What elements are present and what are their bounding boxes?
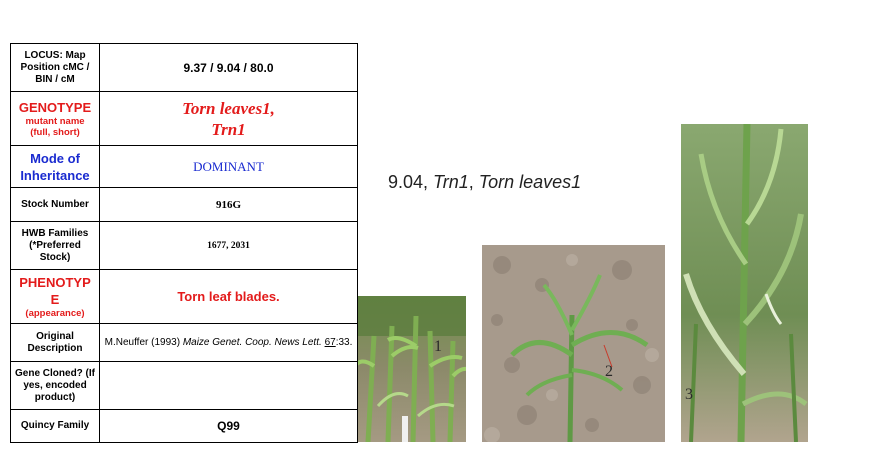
stock-number-row	[11, 188, 358, 222]
genotype-label-cell	[11, 92, 100, 146]
caption-bin: 9.04,	[388, 172, 434, 192]
hwb-families-label: HWB Families (*Preferred Stock)	[11, 222, 100, 270]
plant-photo-1	[358, 296, 466, 442]
plant-photo-3	[681, 124, 808, 442]
locus-label: LOCUS: Map Position cMC / BIN / cM	[11, 44, 100, 92]
quincy-family-value: Q99	[100, 410, 358, 443]
photo-number-3: 3	[685, 386, 693, 403]
phenotype-row	[11, 270, 358, 324]
description-author: M.Neuffer (1993)	[104, 337, 183, 348]
plant-photo-2-image	[482, 245, 665, 442]
locus-row	[11, 44, 358, 92]
description-value	[100, 324, 358, 362]
description-journal: Maize Genet. Coop. News Lett.	[182, 337, 322, 348]
description-label: Original Description	[11, 324, 100, 362]
phenotype-value: Torn leaf blades.	[100, 270, 358, 324]
stock-number-value: 916G	[100, 188, 358, 222]
genotype-label: GENOTYPE	[18, 100, 92, 115]
gene-cloned-row	[11, 362, 358, 410]
mutant-short-name: Trn1	[211, 119, 246, 139]
phenotype-label-cell	[11, 270, 100, 324]
locus-info-table	[10, 43, 358, 443]
plant-photo-3-image	[681, 124, 808, 442]
hwb-families-row	[11, 222, 358, 270]
genotype-row	[11, 92, 358, 146]
photo-number-2: 2	[605, 363, 613, 380]
inheritance-label: Mode of Inheritance	[20, 150, 90, 183]
gene-cloned-label: Gene Cloned? (If yes, encoded product)	[11, 362, 100, 410]
locus-value: 9.37 / 9.04 / 80.0	[100, 44, 358, 92]
plant-photo-2	[482, 245, 665, 442]
inheritance-row	[11, 146, 358, 188]
figure-caption	[388, 172, 581, 193]
description-page: :33.	[335, 337, 353, 348]
hwb-families-value: 1677, 2031	[100, 222, 358, 270]
quincy-family-label: Quincy Family	[11, 410, 100, 443]
inheritance-value: DOMINANT	[100, 146, 358, 188]
caption-name: Torn leaves1	[478, 172, 582, 192]
photo-number-1: 1	[434, 338, 442, 355]
caption-sep: ,	[468, 172, 479, 192]
phenotype-sublabel: (appearance)	[25, 308, 85, 319]
plant-photo-1-image	[358, 296, 466, 442]
phenotype-label: PHENOTYPE	[19, 275, 91, 307]
stock-number-label: Stock Number	[11, 188, 100, 222]
description-volume: 67	[324, 337, 336, 348]
quincy-family-row	[11, 410, 358, 443]
gene-cloned-value	[100, 362, 358, 410]
description-row	[11, 324, 358, 362]
inheritance-label-cell	[11, 146, 100, 188]
mutant-full-name: Torn leaves1,	[182, 98, 275, 118]
caption-symbol: Trn1	[433, 172, 469, 192]
genotype-sublabel: mutant name (full, short)	[25, 116, 85, 138]
genotype-value-cell	[100, 92, 358, 146]
